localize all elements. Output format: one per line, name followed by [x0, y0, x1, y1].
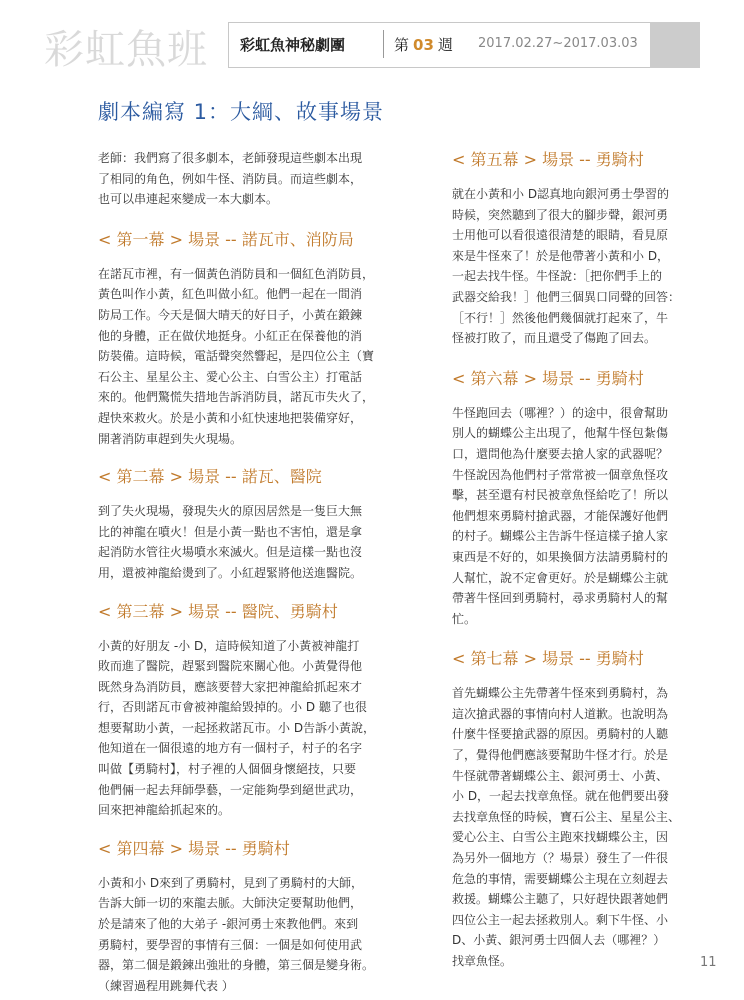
header-week	[394, 34, 453, 55]
section-heading-act5: < 第五幕 > 場景 -- 勇騎村	[452, 150, 644, 169]
week-suffix: 週	[437, 36, 453, 54]
section-heading-act4: < 第四幕 > 場景 -- 勇騎村	[98, 838, 290, 858]
right-column	[452, 149, 717, 972]
header-date-range: 2017.02.27~2017.03.03	[478, 36, 638, 51]
section-body-act3: 小黃的好朋友 -小 D，這時候知道了小黃被神龍打 敗而進了醫院，趕緊到醫院來關心他。小黃覺得他 既然身為消防員，應該要替大家把神龍給抓起來才 行，否則諾瓦市會被神龍給毀掉的。小 D 聽了也很 想要幫助小黃，一起拯救諾瓦市。小 D告訴小黃說， 他知道在一個很遠的地方有一個村子，村子的名字 叫做【勇騎村】，村子裡的人個個身懷絕技，只要 他們倆一起去拜師學藝，一定能夠學到絕世武功， 回來把神龍給抓起來的。	[98, 638, 376, 818]
brand-logo-text: 彩虹魚班	[44, 27, 208, 73]
section-heading-act1: < 第一幕 > 場景 -- 諾瓦市、消防局	[98, 229, 354, 249]
section-body-act1: 在諾瓦市裡，有一個黃色消防員和一個紅色消防員， 黃色叫作小黃，紅色叫做小紅。他們一起在一間消 防局工作。今天是個大晴天的好日子，小黃在鍛鍊 他的身體，正在做伏地挺身。小紅正在保養他的消 防裝備。這時候，電話聲突然響起，是四位公主（寶 石公主、星星公主、愛心公主、白雪公主）打電話 來的。他們驚慌失措地告訴消防員，諾瓦市失火了， 趕快來救火。於是小黃和小紅快速地把裝備穿好， 開著消防車趕到失火現場。	[98, 266, 375, 446]
section-body-act4: 小黃和小 D來到了勇騎村，見到了勇騎村的大師， 告訴大師一切的來龍去脈。大師決定要幫助他們， 於是請來了他的大弟子 -銀河勇士來教他們。來到 勇騎村，要學習的事情有三個：一個是如何使用武 器，第二個是鍛鍊出強壯的身體，第三個是變身術。 （練習過程用跳舞代表 ）	[98, 875, 375, 993]
header-gray-block	[650, 22, 700, 68]
header-divider	[383, 30, 384, 58]
page-number: 11	[700, 955, 717, 970]
left-column	[98, 148, 438, 996]
week-number: 03	[413, 36, 434, 54]
section-heading-act7: < 第七幕 > 場景 -- 勇騎村	[452, 649, 644, 669]
section-body-act6: 牛怪跑回去（哪裡？）的途中，很會幫助 別人的蝴蝶公主出現了，他幫牛怪包紮傷 口，還問他為什麼要去搶人家的武器呢？ 牛怪說因為他們村子常常被一個章魚怪攻 擊，甚至還有村民被章魚怪給吃了！所以 他們想來勇騎村搶武器，才能保護好他們 的村子。蝴蝶公主告訴牛怪這樣子搶人家 東西是不好的，如果換個方法請勇騎村的 人幫忙，說不定會更好。於是蝴蝶公主就 帶著牛怪回到勇騎村，尋求勇騎村人的幫 忙。	[452, 405, 669, 626]
week-prefix: 第	[394, 36, 410, 54]
page-title: 劇本編寫 1：大綱、故事場景	[98, 100, 385, 124]
section-body-act5: 就在小黃和小 D認真地向銀河勇士學習的 時候，突然聽到了很大的腳步聲，銀河勇 士用他可以看很遠很清楚的眼睛，看見原 來是牛怪來了！於是他帶著小黃和小 D， 一起去找牛怪。牛怪說：［把你們手上的 武器交給我！］他們三個異口同聲的回答： ［不行！］然後他們幾個就打起來了，牛 怪被打敗了，而且還受了傷跑了回去。	[452, 187, 681, 346]
header-title: 彩虹魚神秘劇團	[240, 36, 346, 54]
section-heading-act2: < 第二幕 > 場景 -- 諾瓦、醫院	[98, 467, 322, 487]
section-heading-act3: < 第三幕 > 場景 -- 醫院、勇騎村	[98, 601, 338, 621]
section-heading-act6: < 第六幕 > 場景 -- 勇騎村	[452, 368, 644, 388]
section-body-act7: 首先蝴蝶公主先帶著牛怪來到勇騎村，為 這次搶武器的事情向村人道歉。也說明為 什麼牛怪要搶武器的原因。勇騎村的人聽 了，覺得他們應該要幫助牛怪才行。於是 牛怪就帶著蝴蝶公主、銀河勇士、小黃、 小 D，一起去找章魚怪。就在他們要出發 去找章魚怪的時候，寶石公主、星星公主、 愛心公主、白雪公主跑來找蝴蝶公主，因 為另外一個地方（？場景）發生了一件很 危急的事情，需要蝴蝶公主現在立刻趕去 救援。蝴蝶公主聽了，只好趕快跟著她們 四位公主一起去拯救別人。剩下牛怪、小 D、小黃、銀河勇士四個人去（哪裡？） 找章魚怪。	[452, 686, 681, 968]
section-body-act2: 到了失火現場，發現失火的原因居然是一隻巨大無 比的神龍在噴火！但是小黃一點也不害怕，還是拿 起消防水管往火場噴水來滅火。但是這樣一點也沒 用，還被神龍給燙到了。小紅趕緊將他送進醫院。	[98, 504, 363, 580]
intro-paragraph: 老師：我們寫了很多劇本，老師發現這些劇本出現 了相同的角色，例如牛怪、消防員。而這些劇本， 也可以串連起來變成一本大劇本。	[98, 151, 363, 207]
